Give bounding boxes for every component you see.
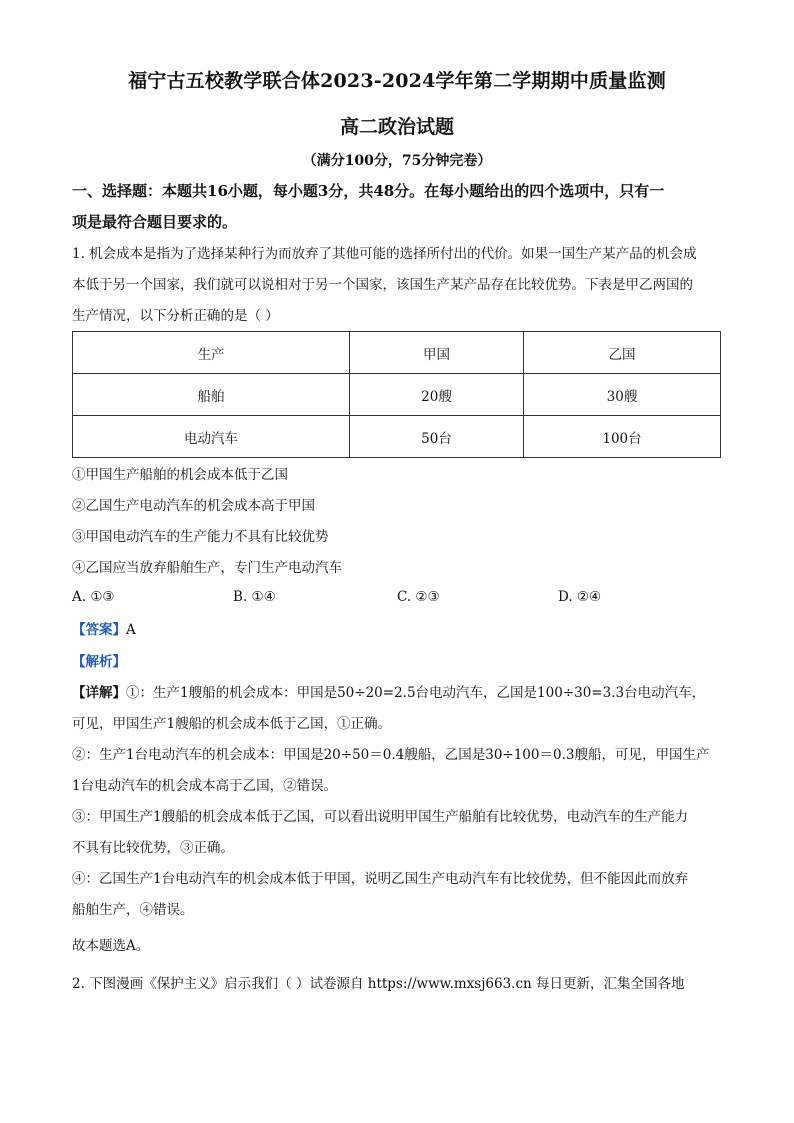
analysis-tag: 【解析】 bbox=[72, 654, 126, 670]
table-header-cell: 生产 bbox=[73, 332, 350, 374]
q1-statement-4: ④乙国应当放弃船舶生产，专门生产电动汽车 bbox=[72, 560, 342, 576]
q1-statement-1: ①甲国生产船舶的机会成本低于乙国 bbox=[72, 467, 288, 483]
table-cell: 船舶 bbox=[73, 374, 350, 416]
q1-detail-line5: ③：甲国生产1艘船的机会成本低于乙国，可以看出说明甲国生产船舶有比较优势，电动汽车的生产能力 bbox=[72, 809, 689, 825]
table-header-row bbox=[73, 332, 721, 374]
q1-detail-line6: 不具有比较优势，③正确。 bbox=[72, 840, 234, 856]
table-cell: 20艘 bbox=[350, 374, 524, 416]
table-cell: 30艘 bbox=[524, 374, 721, 416]
q1-detail-line8: 船舶生产，④错误。 bbox=[72, 902, 194, 918]
q1-detail-line1 bbox=[72, 683, 722, 703]
table-row bbox=[73, 374, 721, 416]
detail-tag: 【详解】 bbox=[72, 685, 126, 701]
section-heading-line2: 项是最符合题目要求的。 bbox=[72, 213, 238, 231]
table-cell: 电动汽车 bbox=[73, 416, 350, 458]
table-header-cell: 乙国 bbox=[524, 332, 721, 374]
option-a: A. ①③ bbox=[72, 589, 115, 605]
q1-detail-line4: 1台电动汽车的机会成本高于乙国，②错误。 bbox=[72, 778, 338, 794]
option-c: C. ②③ bbox=[397, 589, 440, 605]
production-table bbox=[72, 331, 721, 458]
q1-stem-line1: 1. 机会成本是指为了选择某种行为而放弃了其他可能的选择所付出的代价。如果一国生产某产品的机会成 bbox=[72, 246, 697, 262]
q1-statement-2: ②乙国生产电动汽车的机会成本高于甲国 bbox=[72, 498, 315, 514]
table-cell: 100台 bbox=[524, 416, 721, 458]
detail-text: ①：生产1艘船的机会成本：甲国是50÷20=2.5台电动汽车，乙国是100÷30=3.3台电动汽车， bbox=[126, 685, 706, 701]
table-header-cell: 甲国 bbox=[350, 332, 524, 374]
exam-score-time-note: （满分100分，75分钟完卷） bbox=[302, 153, 492, 169]
q1-detail-line2: 可见，甲国生产1艘船的机会成本低于乙国，①正确。 bbox=[72, 716, 392, 732]
q1-stem-line2: 本低于另一个国家，我们就可以说相对于另一个国家，该国生产某产品存在比较优势。下表是甲乙两国的 bbox=[72, 277, 693, 293]
option-d: D. ②④ bbox=[558, 589, 602, 605]
option-b: B. ①④ bbox=[233, 589, 276, 605]
section-heading-line1: 一、选择题：本题共16小题，每小题3分，共48分。在每小题给出的四个选项中，只有一 bbox=[72, 182, 665, 200]
q1-analysis-heading bbox=[72, 652, 722, 672]
table-row bbox=[73, 416, 721, 458]
answer-value: A bbox=[126, 622, 136, 638]
exam-title: 福宁古五校教学联合体2023-2024学年第二学期期中质量监测 bbox=[128, 70, 666, 92]
q1-statement-3: ③甲国电动汽车的生产能力不具有比较优势 bbox=[72, 529, 329, 545]
q1-stem-line3: 生产情况，以下分析正确的是（ ） bbox=[72, 308, 279, 324]
answer-tag: 【答案】 bbox=[72, 622, 126, 638]
q2-stem: 2. 下图漫画《保护主义》启示我们（ ）试卷源自 https://www.mxsj663.cn 每日更新，汇集全国各地 bbox=[72, 976, 685, 992]
q1-answer bbox=[72, 620, 722, 640]
q1-options bbox=[72, 589, 722, 609]
exam-subject-title: 高二政治试题 bbox=[339, 116, 454, 138]
q1-detail-line7: ④：乙国生产1台电动汽车的机会成本低于甲国，说明乙国生产电动汽车有比较优势，但不能因此而放弃 bbox=[72, 871, 689, 887]
q1-detail-line3: ②：生产1台电动汽车的机会成本：甲国是20÷50＝0.4艘船，乙国是30÷100＝0.3艘船，可见，甲国生产 bbox=[72, 747, 710, 763]
q1-conclusion: 故本题选A。 bbox=[72, 938, 150, 954]
table-cell: 50台 bbox=[350, 416, 524, 458]
